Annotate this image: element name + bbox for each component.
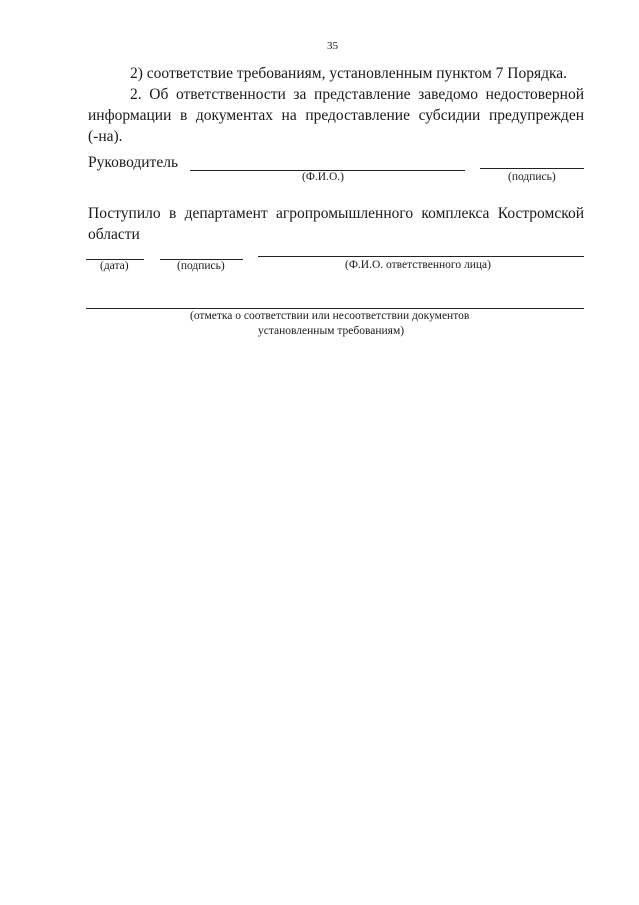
item-2-paragraph <box>88 63 584 84</box>
head-sign-caption: (подпись) <box>508 171 556 183</box>
item-2-text: 2) соответствие требованиям, установленным пунктом 7 Порядка. <box>130 65 568 82</box>
head-label: Руководитель <box>88 154 179 171</box>
mark-caption-line-1: (отметка о соответствии или несоответствии документов <box>190 310 470 322</box>
responsible-caption: (Ф.И.О. ответственного лица) <box>345 259 491 271</box>
date-caption: (дата) <box>100 260 129 272</box>
responsible-fio-line <box>258 256 584 257</box>
page-number: 35 <box>327 40 338 52</box>
point-2-line-2: информации в документах на предоставление субсидии предупрежден <box>88 107 584 124</box>
point-2-line-1: 2. Об ответственности за представление заведомо недостоверной <box>130 86 584 103</box>
received-line-2: области <box>88 226 140 243</box>
point-2-line-3: (-на). <box>88 128 123 145</box>
received-paragraph <box>88 203 584 245</box>
receiver-sign-caption: (подпись) <box>177 260 225 272</box>
head-fio-caption: (Ф.И.О.) <box>302 171 344 183</box>
mark-caption-line-2: установленным требованиям) <box>258 325 405 337</box>
received-line-1: Поступило в департамент агропромышленного комплекса Костромской <box>88 205 584 222</box>
head-sign-line <box>480 168 584 169</box>
point-2-paragraph <box>88 84 584 147</box>
mark-line <box>86 308 584 309</box>
